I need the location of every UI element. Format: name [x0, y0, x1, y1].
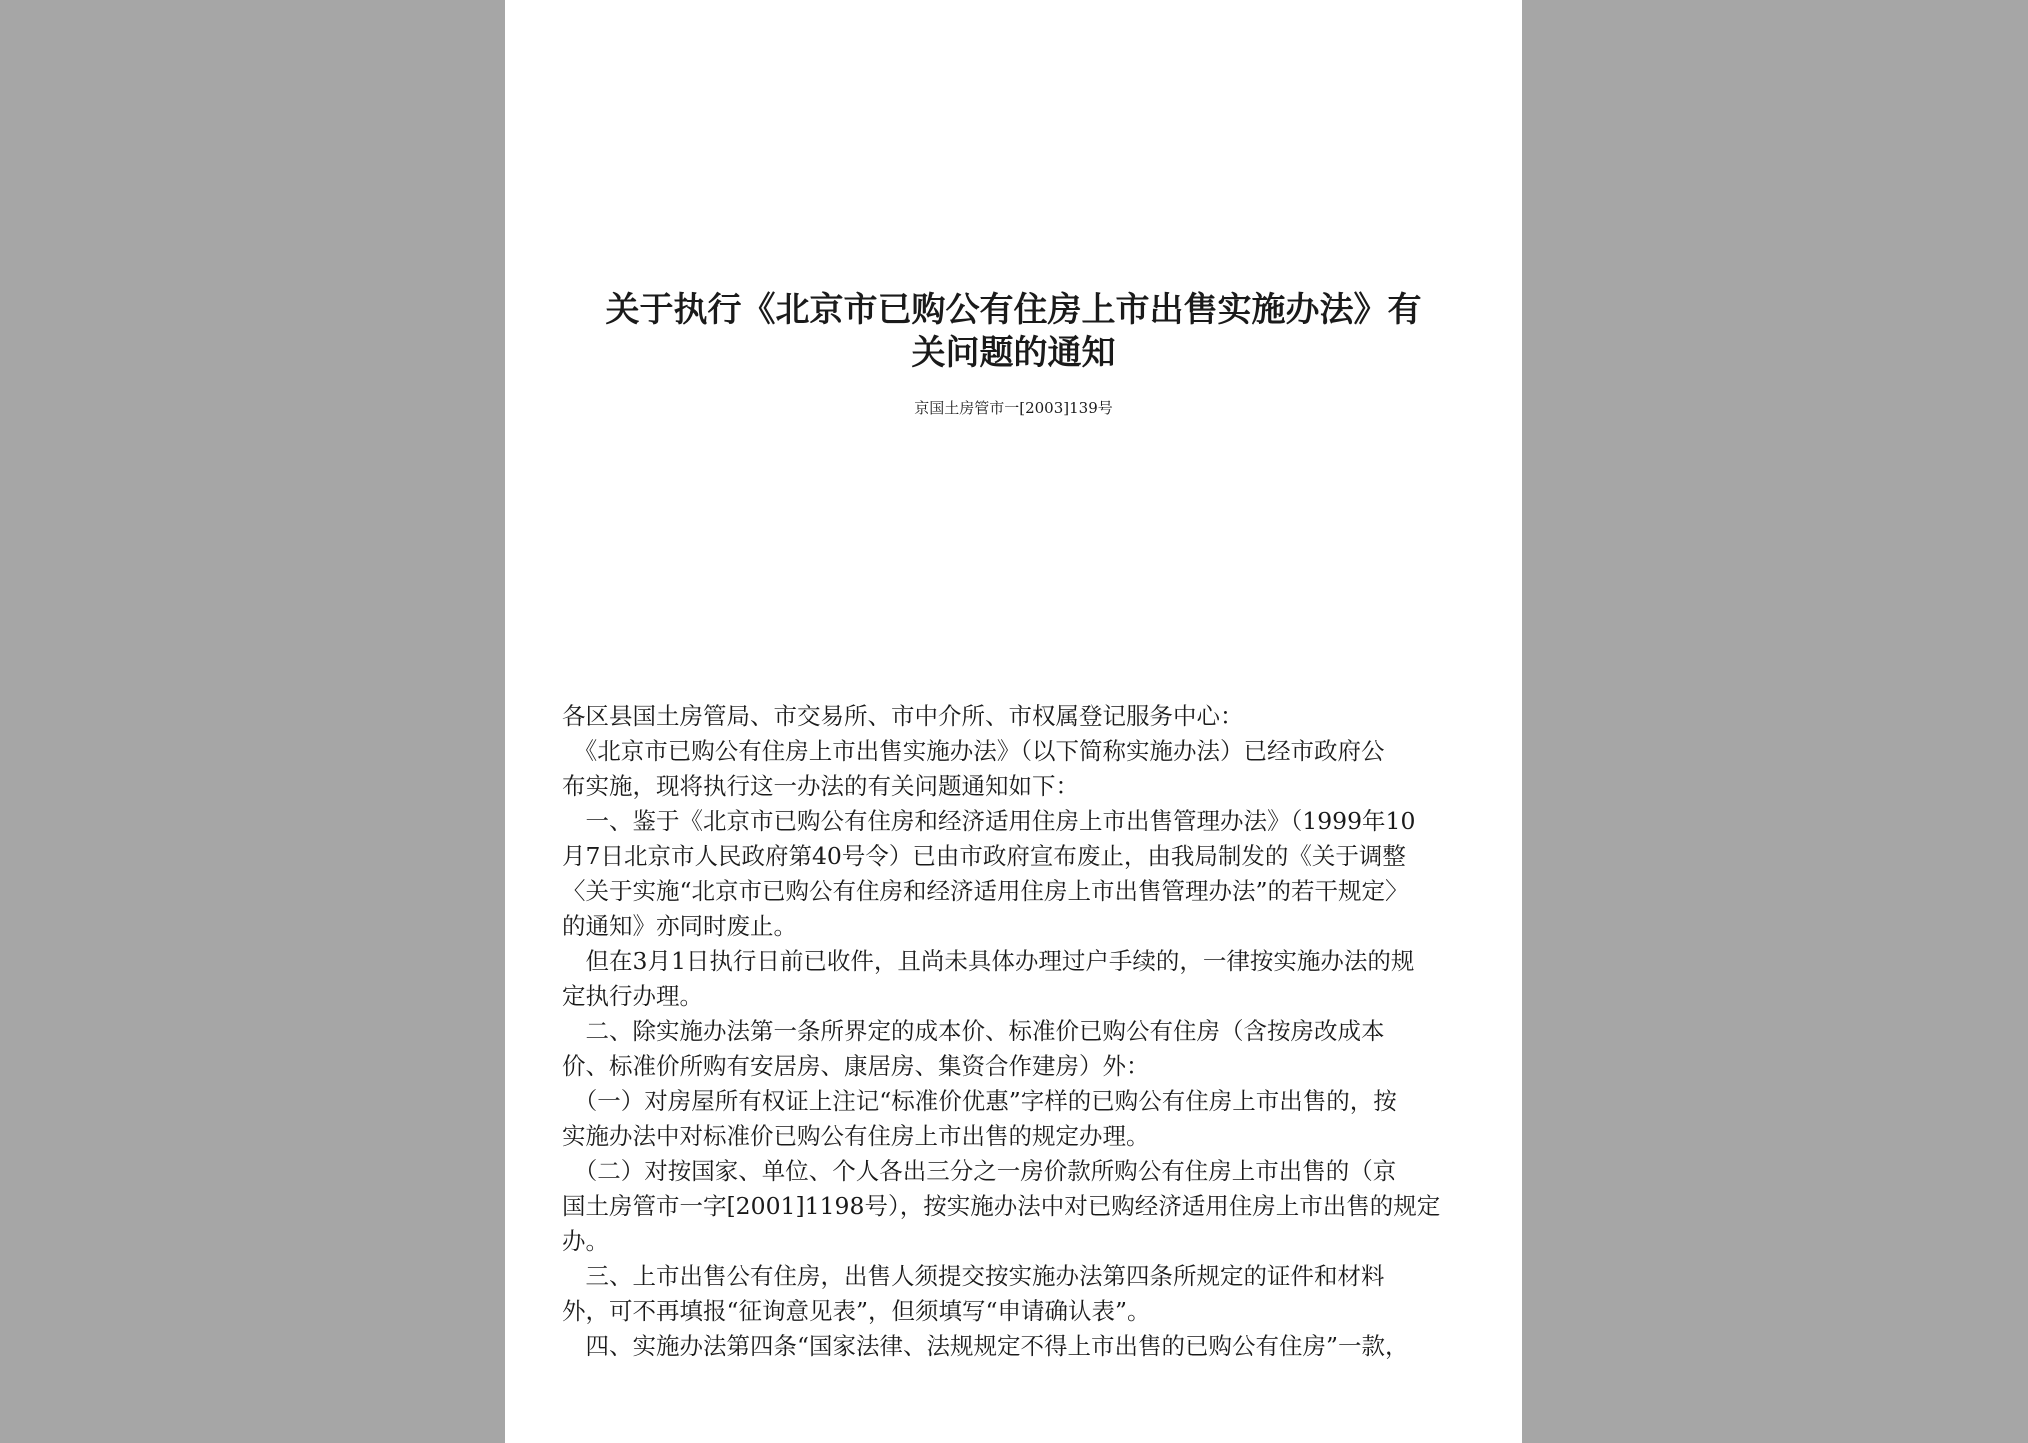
- body-line: 各区县国土房管局、市交易所、市中介所、市权属登记服务中心：: [562, 702, 1244, 730]
- body-line: （二）对按国家、单位、个人各出三分之一房价款所购公有住房上市出售的（京: [562, 1157, 1397, 1185]
- document-title-line-2: 关问题的通知: [911, 333, 1116, 373]
- body-line: 办。: [562, 1227, 609, 1255]
- body-line: 外，可不再填报“征询意见表”，但须填写“申请确认表”。: [562, 1297, 1151, 1325]
- document-title-line-1: 关于执行《北京市已购公有住房上市出售实施办法》有: [605, 290, 1422, 330]
- body-line: 三、上市出售公有住房，出售人须提交按实施办法第四条所规定的证件和材料: [562, 1262, 1385, 1290]
- body-line: 但在3月1日执行日前已收件，且尚未具体办理过户手续的，一律按实施办法的规: [562, 947, 1415, 975]
- body-line: 实施办法中对标准价已购公有住房上市出售的规定办理。: [562, 1122, 1150, 1150]
- body-line: 四、实施办法第四条“国家法律、法规规定不得上市出售的已购公有住房”一款，: [562, 1332, 1409, 1360]
- body-line: 一、鉴于《北京市已购公有住房和经济适用住房上市出售管理办法》（1999年10: [562, 807, 1416, 835]
- body-line: 二、除实施办法第一条所界定的成本价、标准价已购公有住房（含按房改成本: [562, 1017, 1385, 1045]
- body-line: 定执行办理。: [562, 982, 703, 1010]
- body-line: 国土房管市一字[2001]1198号），按实施办法中对已购经济适用住房上市出售的规定: [562, 1192, 1441, 1220]
- body-line: 的通知》亦同时废止。: [562, 912, 797, 940]
- body-line: （一）对房屋所有权证上注记“标准价优惠”字样的已购公有住房上市出售的，按: [562, 1087, 1397, 1115]
- document-number: 京国土房管市一[2003]139号: [914, 399, 1113, 417]
- body-line: 《北京市已购公有住房上市出售实施办法》（以下简称实施办法）已经市政府公: [562, 737, 1385, 765]
- body-line: 价、标准价所购有安居房、康居房、集资合作建房）外：: [562, 1052, 1150, 1080]
- document-page: [505, 0, 1522, 1443]
- body-line: 〈关于实施“北京市已购公有住房和经济适用住房上市出售管理办法”的若干规定〉: [562, 877, 1409, 905]
- body-line: 布实施，现将执行这一办法的有关问题通知如下：: [562, 772, 1079, 800]
- body-line: 月7日北京市人民政府第40号令）已由市政府宣布废止，由我局制发的《关于调整: [562, 842, 1406, 870]
